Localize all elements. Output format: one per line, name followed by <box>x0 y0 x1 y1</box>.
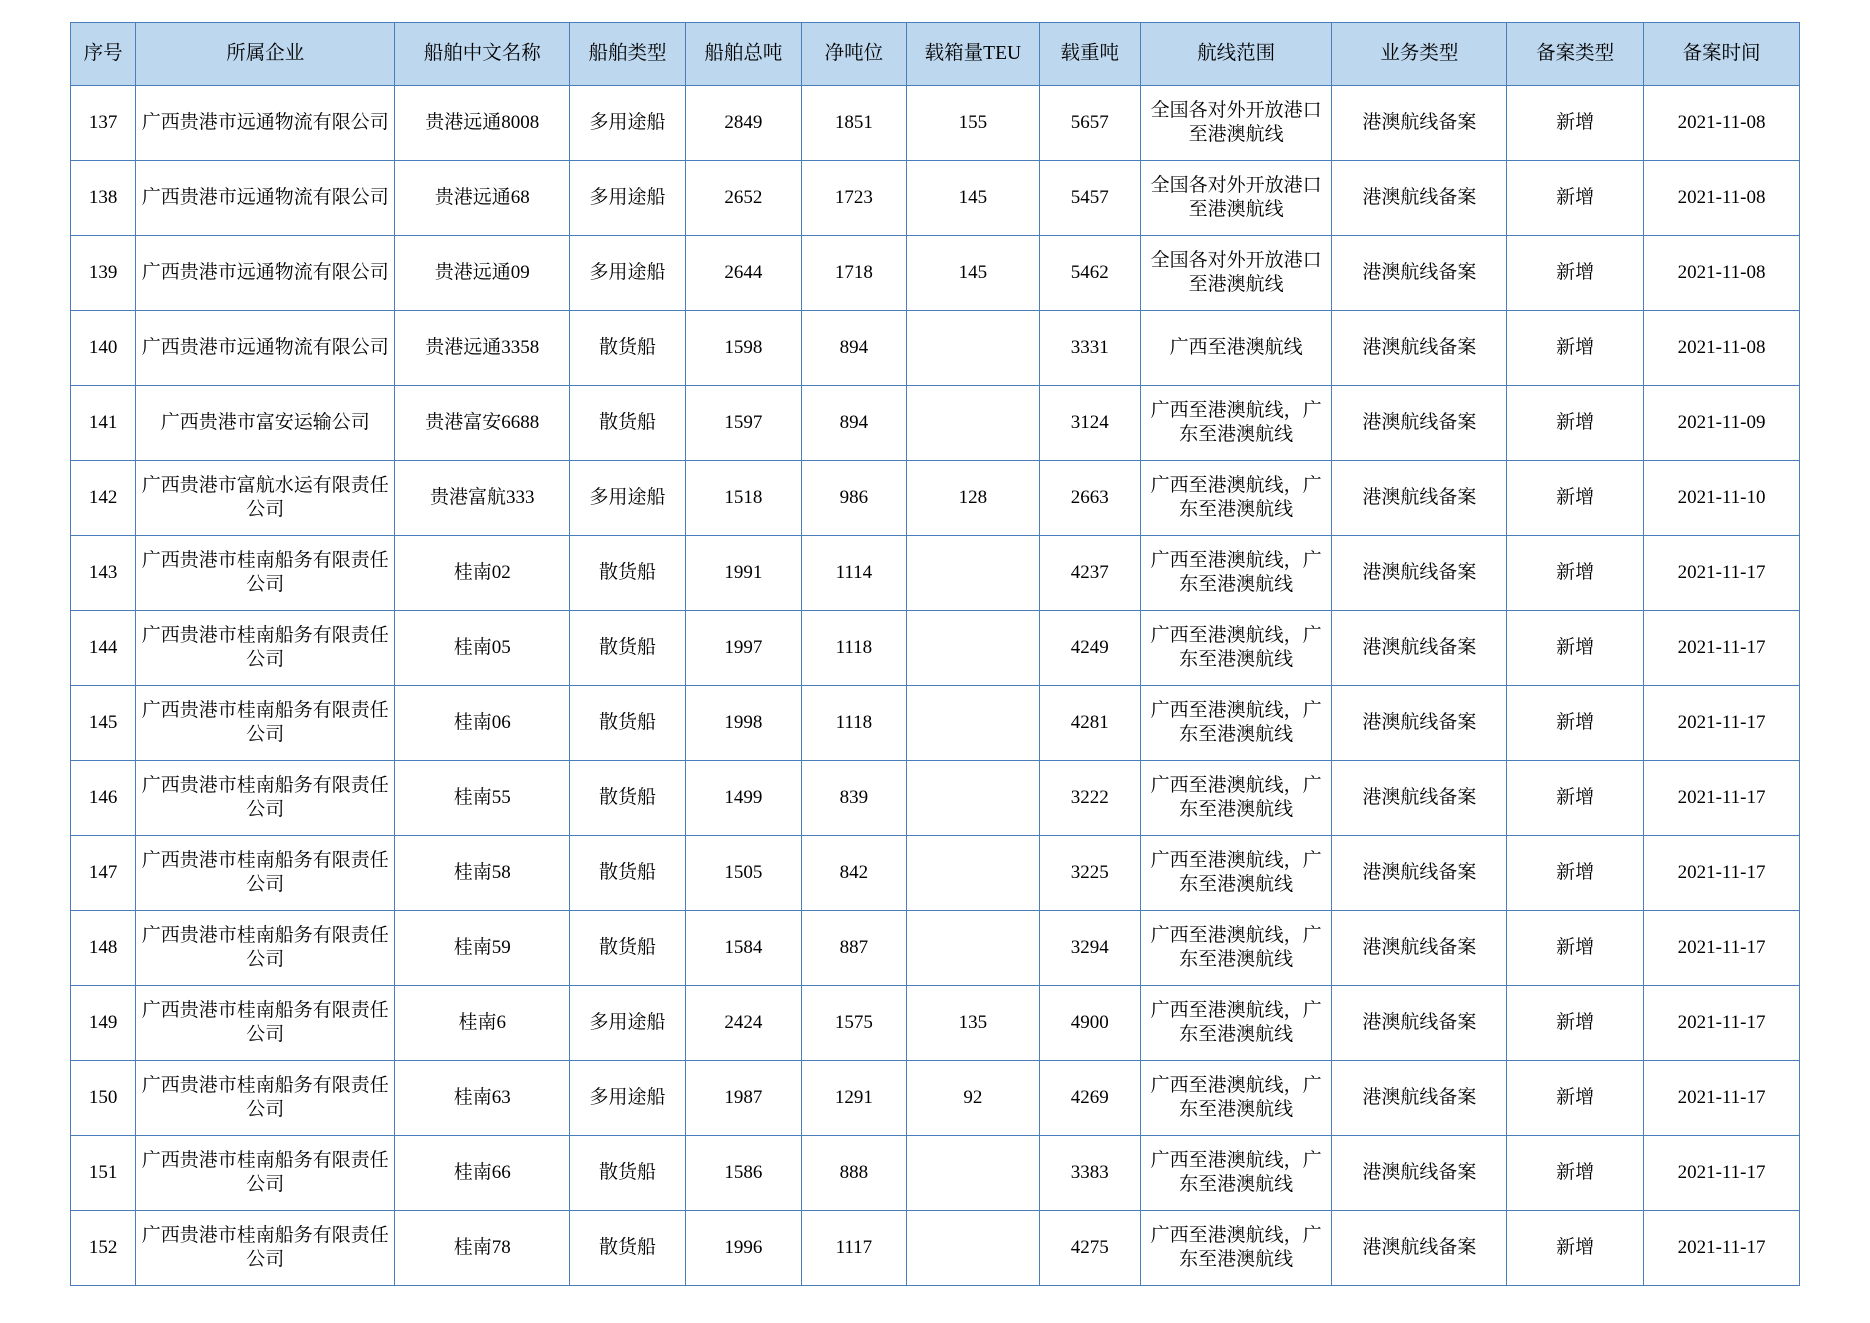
cell-route: 广西至港澳航线，广东至港澳航线 <box>1140 761 1332 836</box>
table-row <box>71 86 1800 161</box>
cell-ship-type: 散货船 <box>570 1211 686 1286</box>
cell-company: 广西贵港市桂南船务有限责任公司 <box>136 1211 395 1286</box>
cell-business-type: 港澳航线备案 <box>1332 611 1507 686</box>
cell-gross-tonnage: 1997 <box>685 611 801 686</box>
cell-company: 广西贵港市桂南船务有限责任公司 <box>136 611 395 686</box>
cell-record-date: 2021-11-17 <box>1644 611 1800 686</box>
cell-teu <box>907 611 1040 686</box>
cell-teu <box>907 1211 1040 1286</box>
cell-business-type: 港澳航线备案 <box>1332 86 1507 161</box>
cell-net-tonnage: 1575 <box>801 986 906 1061</box>
column-header-teu: 载箱量TEU <box>907 23 1040 86</box>
cell-company: 广西贵港市桂南船务有限责任公司 <box>136 836 395 911</box>
cell-net-tonnage: 1114 <box>801 536 906 611</box>
cell-record-type: 新增 <box>1507 1136 1644 1211</box>
cell-net-tonnage: 1118 <box>801 686 906 761</box>
table-row <box>71 311 1800 386</box>
cell-business-type: 港澳航线备案 <box>1332 911 1507 986</box>
cell-ship-name: 贵港远通3358 <box>395 311 570 386</box>
column-header-seq: 序号 <box>71 23 136 86</box>
cell-record-date: 2021-11-17 <box>1644 836 1800 911</box>
cell-ship-type: 散货船 <box>570 611 686 686</box>
cell-business-type: 港澳航线备案 <box>1332 236 1507 311</box>
cell-teu <box>907 536 1040 611</box>
cell-ship-type: 散货船 <box>570 911 686 986</box>
cell-deadweight: 5462 <box>1039 236 1140 311</box>
cell-ship-type: 多用途船 <box>570 161 686 236</box>
cell-teu <box>907 386 1040 461</box>
cell-deadweight: 3383 <box>1039 1136 1140 1211</box>
cell-business-type: 港澳航线备案 <box>1332 1061 1507 1136</box>
cell-teu <box>907 1136 1040 1211</box>
cell-teu <box>907 686 1040 761</box>
cell-net-tonnage: 1291 <box>801 1061 906 1136</box>
cell-record-date: 2021-11-08 <box>1644 236 1800 311</box>
cell-record-date: 2021-11-17 <box>1644 536 1800 611</box>
table-row <box>71 461 1800 536</box>
cell-ship-name: 桂南78 <box>395 1211 570 1286</box>
cell-gross-tonnage: 1991 <box>685 536 801 611</box>
cell-deadweight: 3222 <box>1039 761 1140 836</box>
cell-record-date: 2021-11-08 <box>1644 311 1800 386</box>
cell-teu <box>907 311 1040 386</box>
cell-record-type: 新增 <box>1507 611 1644 686</box>
table-row <box>71 986 1800 1061</box>
cell-ship-name: 桂南55 <box>395 761 570 836</box>
cell-record-type: 新增 <box>1507 1211 1644 1286</box>
cell-deadweight: 4237 <box>1039 536 1140 611</box>
cell-business-type: 港澳航线备案 <box>1332 461 1507 536</box>
cell-record-type: 新增 <box>1507 536 1644 611</box>
cell-seq: 145 <box>71 686 136 761</box>
cell-ship-name: 桂南6 <box>395 986 570 1061</box>
cell-route: 广西至港澳航线，广东至港澳航线 <box>1140 836 1332 911</box>
cell-gross-tonnage: 1499 <box>685 761 801 836</box>
cell-ship-name: 桂南59 <box>395 911 570 986</box>
table-header-row <box>71 23 1800 86</box>
cell-record-type: 新增 <box>1507 86 1644 161</box>
cell-business-type: 港澳航线备案 <box>1332 761 1507 836</box>
cell-ship-type: 多用途船 <box>570 86 686 161</box>
cell-record-date: 2021-11-08 <box>1644 86 1800 161</box>
cell-ship-type: 散货船 <box>570 386 686 461</box>
cell-gross-tonnage: 1597 <box>685 386 801 461</box>
cell-gross-tonnage: 2849 <box>685 86 801 161</box>
cell-record-type: 新增 <box>1507 761 1644 836</box>
cell-company: 广西贵港市远通物流有限公司 <box>136 86 395 161</box>
table-header <box>71 23 1800 86</box>
cell-deadweight: 3225 <box>1039 836 1140 911</box>
cell-company: 广西贵港市远通物流有限公司 <box>136 311 395 386</box>
cell-gross-tonnage: 1586 <box>685 1136 801 1211</box>
cell-ship-name: 桂南06 <box>395 686 570 761</box>
cell-teu: 145 <box>907 236 1040 311</box>
cell-net-tonnage: 888 <box>801 1136 906 1211</box>
cell-net-tonnage: 894 <box>801 386 906 461</box>
cell-record-type: 新增 <box>1507 236 1644 311</box>
cell-deadweight: 4269 <box>1039 1061 1140 1136</box>
cell-teu: 135 <box>907 986 1040 1061</box>
cell-business-type: 港澳航线备案 <box>1332 836 1507 911</box>
cell-ship-name: 桂南63 <box>395 1061 570 1136</box>
cell-route: 广西至港澳航线，广东至港澳航线 <box>1140 1136 1332 1211</box>
cell-deadweight: 4249 <box>1039 611 1140 686</box>
cell-route: 广西至港澳航线，广东至港澳航线 <box>1140 911 1332 986</box>
table-row <box>71 1061 1800 1136</box>
cell-business-type: 港澳航线备案 <box>1332 311 1507 386</box>
cell-net-tonnage: 1718 <box>801 236 906 311</box>
cell-record-date: 2021-11-17 <box>1644 911 1800 986</box>
cell-ship-name: 贵港富安6688 <box>395 386 570 461</box>
cell-gross-tonnage: 1996 <box>685 1211 801 1286</box>
cell-record-date: 2021-11-17 <box>1644 1211 1800 1286</box>
column-header-net-tonnage: 净吨位 <box>801 23 906 86</box>
table-body <box>71 86 1800 1286</box>
cell-record-date: 2021-11-09 <box>1644 386 1800 461</box>
cell-teu: 128 <box>907 461 1040 536</box>
cell-company: 广西贵港市远通物流有限公司 <box>136 236 395 311</box>
table-row <box>71 1136 1800 1211</box>
cell-record-type: 新增 <box>1507 1061 1644 1136</box>
cell-deadweight: 5457 <box>1039 161 1140 236</box>
cell-ship-type: 多用途船 <box>570 236 686 311</box>
cell-seq: 146 <box>71 761 136 836</box>
cell-route: 广西至港澳航线，广东至港澳航线 <box>1140 686 1332 761</box>
cell-record-date: 2021-11-17 <box>1644 761 1800 836</box>
column-header-ship-type: 船舶类型 <box>570 23 686 86</box>
cell-seq: 142 <box>71 461 136 536</box>
cell-route: 全国各对外开放港口至港澳航线 <box>1140 86 1332 161</box>
cell-gross-tonnage: 2424 <box>685 986 801 1061</box>
cell-ship-name: 桂南66 <box>395 1136 570 1211</box>
cell-route: 广西至港澳航线，广东至港澳航线 <box>1140 1061 1332 1136</box>
cell-ship-type: 散货船 <box>570 686 686 761</box>
cell-teu: 155 <box>907 86 1040 161</box>
column-header-business-type: 业务类型 <box>1332 23 1507 86</box>
cell-deadweight: 2663 <box>1039 461 1140 536</box>
cell-seq: 140 <box>71 311 136 386</box>
cell-gross-tonnage: 2652 <box>685 161 801 236</box>
cell-seq: 152 <box>71 1211 136 1286</box>
cell-teu <box>907 836 1040 911</box>
cell-deadweight: 3294 <box>1039 911 1140 986</box>
cell-record-date: 2021-11-08 <box>1644 161 1800 236</box>
column-header-record-date: 备案时间 <box>1644 23 1800 86</box>
cell-route: 广西至港澳航线 <box>1140 311 1332 386</box>
cell-record-type: 新增 <box>1507 386 1644 461</box>
cell-ship-type: 多用途船 <box>570 461 686 536</box>
cell-net-tonnage: 1723 <box>801 161 906 236</box>
table-row <box>71 536 1800 611</box>
cell-record-type: 新增 <box>1507 986 1644 1061</box>
column-header-ship-name: 船舶中文名称 <box>395 23 570 86</box>
cell-company: 广西贵港市桂南船务有限责任公司 <box>136 986 395 1061</box>
cell-ship-type: 散货船 <box>570 1136 686 1211</box>
cell-gross-tonnage: 1998 <box>685 686 801 761</box>
cell-business-type: 港澳航线备案 <box>1332 161 1507 236</box>
cell-route: 全国各对外开放港口至港澳航线 <box>1140 161 1332 236</box>
cell-company: 广西贵港市桂南船务有限责任公司 <box>136 1136 395 1211</box>
cell-ship-name: 贵港远通68 <box>395 161 570 236</box>
cell-net-tonnage: 887 <box>801 911 906 986</box>
cell-company: 广西贵港市桂南船务有限责任公司 <box>136 536 395 611</box>
cell-seq: 150 <box>71 1061 136 1136</box>
cell-deadweight: 3124 <box>1039 386 1140 461</box>
cell-seq: 137 <box>71 86 136 161</box>
cell-record-date: 2021-11-17 <box>1644 1061 1800 1136</box>
cell-ship-type: 散货船 <box>570 761 686 836</box>
cell-route: 广西至港澳航线，广东至港澳航线 <box>1140 611 1332 686</box>
cell-company: 广西贵港市富航水运有限责任公司 <box>136 461 395 536</box>
cell-seq: 151 <box>71 1136 136 1211</box>
cell-seq: 143 <box>71 536 136 611</box>
cell-route: 广西至港澳航线，广东至港澳航线 <box>1140 1211 1332 1286</box>
column-header-record-type: 备案类型 <box>1507 23 1644 86</box>
cell-seq: 149 <box>71 986 136 1061</box>
table-row <box>71 761 1800 836</box>
cell-record-type: 新增 <box>1507 461 1644 536</box>
cell-company: 广西贵港市桂南船务有限责任公司 <box>136 911 395 986</box>
cell-company: 广西贵港市桂南船务有限责任公司 <box>136 1061 395 1136</box>
table-row <box>71 686 1800 761</box>
cell-company: 广西贵港市富安运输公司 <box>136 386 395 461</box>
cell-ship-name: 桂南05 <box>395 611 570 686</box>
cell-record-type: 新增 <box>1507 311 1644 386</box>
cell-company: 广西贵港市桂南船务有限责任公司 <box>136 686 395 761</box>
cell-gross-tonnage: 1584 <box>685 911 801 986</box>
cell-net-tonnage: 1118 <box>801 611 906 686</box>
cell-gross-tonnage: 1598 <box>685 311 801 386</box>
cell-ship-type: 多用途船 <box>570 986 686 1061</box>
column-header-gross-tonnage: 船舶总吨 <box>685 23 801 86</box>
cell-seq: 147 <box>71 836 136 911</box>
cell-company: 广西贵港市桂南船务有限责任公司 <box>136 761 395 836</box>
cell-seq: 139 <box>71 236 136 311</box>
cell-record-date: 2021-11-17 <box>1644 1136 1800 1211</box>
table-row <box>71 161 1800 236</box>
cell-deadweight: 5657 <box>1039 86 1140 161</box>
cell-gross-tonnage: 1518 <box>685 461 801 536</box>
cell-seq: 144 <box>71 611 136 686</box>
column-header-deadweight: 载重吨 <box>1039 23 1140 86</box>
cell-ship-name: 桂南58 <box>395 836 570 911</box>
cell-route: 广西至港澳航线，广东至港澳航线 <box>1140 461 1332 536</box>
table-row <box>71 386 1800 461</box>
cell-deadweight: 4281 <box>1039 686 1140 761</box>
cell-business-type: 港澳航线备案 <box>1332 986 1507 1061</box>
cell-net-tonnage: 1851 <box>801 86 906 161</box>
cell-business-type: 港澳航线备案 <box>1332 686 1507 761</box>
table-row <box>71 836 1800 911</box>
cell-gross-tonnage: 2644 <box>685 236 801 311</box>
cell-teu: 92 <box>907 1061 1040 1136</box>
cell-net-tonnage: 894 <box>801 311 906 386</box>
table-row <box>71 236 1800 311</box>
cell-route: 广西至港澳航线，广东至港澳航线 <box>1140 536 1332 611</box>
cell-deadweight: 4900 <box>1039 986 1140 1061</box>
ship-record-table <box>70 22 1800 1286</box>
column-header-company: 所属企业 <box>136 23 395 86</box>
cell-gross-tonnage: 1987 <box>685 1061 801 1136</box>
cell-record-type: 新增 <box>1507 161 1644 236</box>
cell-route: 广西至港澳航线，广东至港澳航线 <box>1140 386 1332 461</box>
cell-seq: 141 <box>71 386 136 461</box>
cell-teu <box>907 911 1040 986</box>
cell-deadweight: 4275 <box>1039 1211 1140 1286</box>
cell-ship-name: 贵港远通8008 <box>395 86 570 161</box>
cell-net-tonnage: 1117 <box>801 1211 906 1286</box>
cell-record-date: 2021-11-10 <box>1644 461 1800 536</box>
cell-business-type: 港澳航线备案 <box>1332 1136 1507 1211</box>
cell-business-type: 港澳航线备案 <box>1332 536 1507 611</box>
cell-record-type: 新增 <box>1507 836 1644 911</box>
cell-company: 广西贵港市远通物流有限公司 <box>136 161 395 236</box>
cell-ship-type: 多用途船 <box>570 1061 686 1136</box>
cell-business-type: 港澳航线备案 <box>1332 386 1507 461</box>
cell-ship-type: 散货船 <box>570 836 686 911</box>
table-row <box>71 1211 1800 1286</box>
cell-business-type: 港澳航线备案 <box>1332 1211 1507 1286</box>
cell-record-date: 2021-11-17 <box>1644 686 1800 761</box>
cell-seq: 148 <box>71 911 136 986</box>
cell-ship-type: 散货船 <box>570 536 686 611</box>
table-row <box>71 611 1800 686</box>
cell-route: 广西至港澳航线，广东至港澳航线 <box>1140 986 1332 1061</box>
cell-ship-name: 桂南02 <box>395 536 570 611</box>
cell-ship-type: 散货船 <box>570 311 686 386</box>
cell-record-type: 新增 <box>1507 686 1644 761</box>
cell-net-tonnage: 842 <box>801 836 906 911</box>
cell-record-type: 新增 <box>1507 911 1644 986</box>
cell-ship-name: 贵港富航333 <box>395 461 570 536</box>
cell-net-tonnage: 986 <box>801 461 906 536</box>
cell-route: 全国各对外开放港口至港澳航线 <box>1140 236 1332 311</box>
cell-ship-name: 贵港远通09 <box>395 236 570 311</box>
cell-gross-tonnage: 1505 <box>685 836 801 911</box>
cell-teu: 145 <box>907 161 1040 236</box>
cell-net-tonnage: 839 <box>801 761 906 836</box>
column-header-route: 航线范围 <box>1140 23 1332 86</box>
table-row <box>71 911 1800 986</box>
cell-seq: 138 <box>71 161 136 236</box>
cell-record-date: 2021-11-17 <box>1644 986 1800 1061</box>
cell-deadweight: 3331 <box>1039 311 1140 386</box>
cell-teu <box>907 761 1040 836</box>
